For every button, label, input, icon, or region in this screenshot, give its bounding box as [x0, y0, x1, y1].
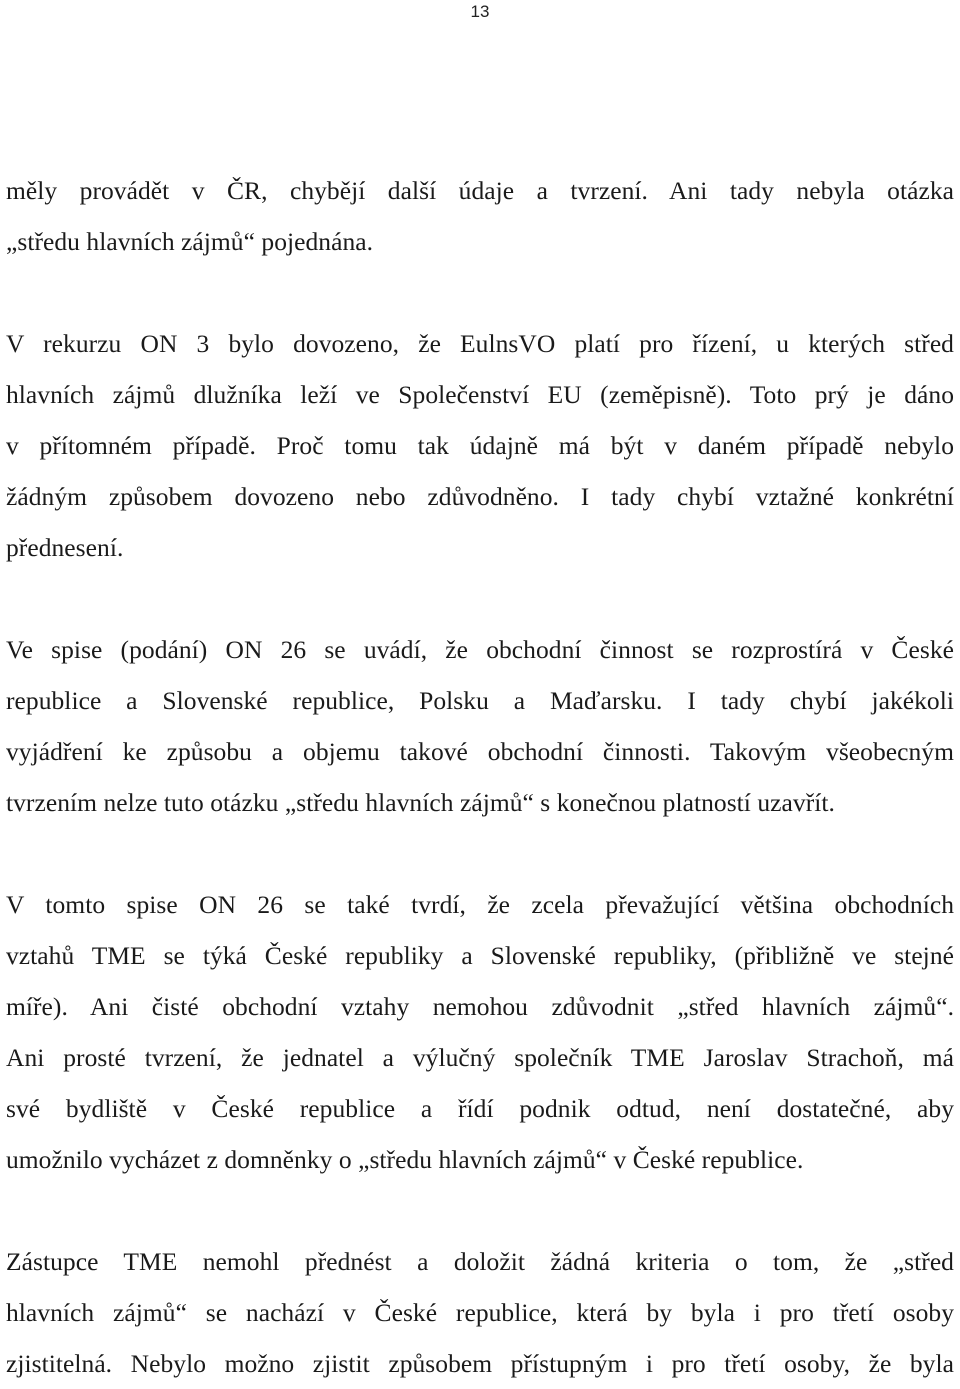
document-body: [6, 165, 954, 1389]
text-line: umožnilo vycházet z domněnky o „středu hlavních zájmů“ v České republice.: [6, 1145, 804, 1174]
text-line: Ani prosté tvrzení, že jednatel a výlučný společník TME Jaroslav Strachoň, má: [6, 1043, 954, 1072]
text-line: V tomto spise ON 26 se také tvrdí, že zcela převažující většina obchodních: [6, 890, 954, 919]
paragraph-1: [6, 165, 954, 267]
text-line: vyjádření ke způsobu a objemu takové obchodní činnosti. Takovým všeobecným: [6, 737, 954, 766]
text-line: své bydliště v České republice a řídí podnik odtud, není dostatečné, aby: [6, 1094, 954, 1123]
paragraph-3: [6, 624, 954, 828]
text-line: hlavních zájmů dlužníka leží ve Společenství EU (zeměpisně). Toto prý je dáno: [6, 380, 954, 409]
text-line: zjistitelná. Nebylo možno zjistit způsobem přístupným i pro třetí osoby, že byla: [6, 1349, 954, 1378]
text-line: „středu hlavních zájmů“ pojednána.: [6, 227, 374, 256]
text-line: V rekurzu ON 3 bylo dovozeno, že EulnsVO platí pro řízení, u kterých střed: [6, 329, 954, 358]
paragraph-5: [6, 1236, 954, 1389]
text-line: hlavních zájmů“ se nachází v České republice, která by byla i pro třetí osoby: [6, 1298, 954, 1327]
text-line: vztahů TME se týká České republiky a Slovenské republiky, (přibližně ve stejné: [6, 941, 954, 970]
text-line: tvrzením nelze tuto otázku „středu hlavních zájmů“ s konečnou platností uzavřít.: [6, 788, 835, 817]
text-line: měly provádět v ČR, chybějí další údaje a tvrzení. Ani tady nebyla otázka: [6, 176, 954, 205]
text-line: republice a Slovenské republice, Polsku a Maďarsku. I tady chybí jakékoli: [6, 686, 954, 715]
paragraph-2: [6, 318, 954, 573]
paragraph-4: [6, 879, 954, 1185]
text-line: Zástupce TME nemohl přednést a doložit žádná kriteria o tom, že „střed: [6, 1247, 954, 1276]
text-line: přednesení.: [6, 533, 124, 562]
text-line: v přítomném případě. Proč tomu tak údajně má být v daném případě nebylo: [6, 431, 954, 460]
text-line: míře). Ani čisté obchodní vztahy nemohou zdůvodnit „střed hlavních zájmů“.: [6, 992, 954, 1021]
text-line: Ve spise (podání) ON 26 se uvádí, že obchodní činnost se rozprostírá v České: [6, 635, 954, 664]
text-line: žádným způsobem dovozeno nebo zdůvodněno. I tady chybí vztažné konkrétní: [6, 482, 954, 511]
page-number: 13: [470, 2, 490, 21]
